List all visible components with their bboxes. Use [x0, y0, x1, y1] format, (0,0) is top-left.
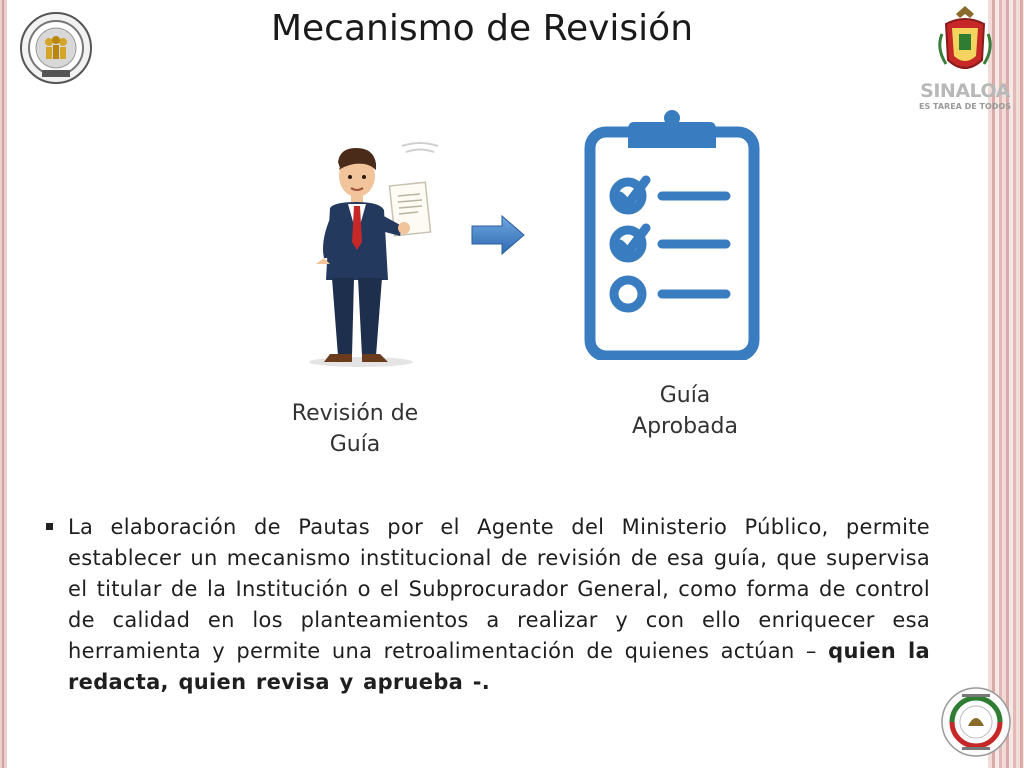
sinaloa-logo [912, 4, 1018, 114]
sinaloa-coat-of-arms-icon [912, 4, 1018, 80]
left-caption-line2: Guía [329, 432, 381, 457]
bullet-text: La elaboración de Pautas por el Agente del Ministerio Público, permite establecer un mecanismo institucional de revisión de esa guía, que supervisa el titular de la Institución o el Subprocurador General, como forma de control de calidad en los planteamientos a realizar y con ello enriquecer esa herramienta y permite una retroalimentación de quienes actúan – [68, 515, 930, 663]
left-caption-line1: Revisión de [291, 401, 419, 426]
square-bullet-icon [46, 523, 53, 530]
conference-seal-icon [940, 686, 1012, 758]
bullet-item [46, 512, 930, 719]
left-caption [270, 398, 440, 460]
sinaloa-wordmark: SINALOA [920, 80, 1010, 102]
checklist-clipboard-icon [584, 110, 760, 360]
right-caption [600, 380, 770, 442]
businessman-with-document-icon [296, 140, 446, 370]
right-arrow-icon [470, 214, 526, 256]
left-border [0, 0, 7, 768]
slide-title: Mecanismo de Revisión [270, 8, 694, 49]
bullet-paragraph [68, 512, 930, 698]
right-border [988, 0, 1024, 768]
sinaloa-tagline: ES TAREA DE TODOS [919, 102, 1011, 111]
bullet-emphasis: quien la redacta, quien revisa y aprueba -. [68, 639, 930, 694]
right-caption-line1: Guía [659, 383, 711, 408]
right-caption-line2: Aprobada [632, 414, 738, 439]
